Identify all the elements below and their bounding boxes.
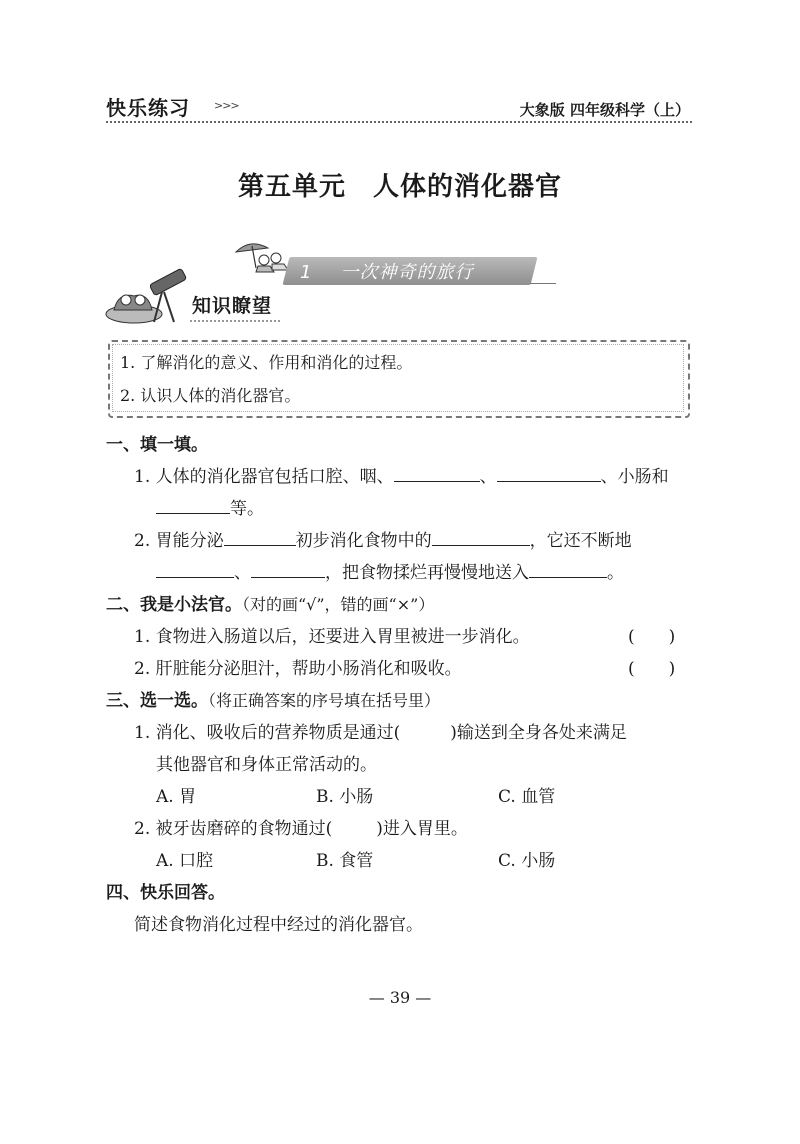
question-text: 、: [479, 467, 497, 487]
question-1-1-cont: [156, 494, 264, 519]
knowledge-item: 1. 了解消化的意义、作用和消化的过程。: [120, 353, 413, 372]
section-heading-text: 二、我是小法官。: [106, 595, 242, 615]
question-3-1: [134, 718, 627, 743]
answer-blank[interactable]: [156, 561, 234, 578]
question-text: 2. 被牙齿磨碎的食物通过(: [134, 819, 333, 839]
lesson-name: 一次神奇的旅行: [340, 262, 474, 283]
page-number: — 39 —: [368, 988, 432, 1007]
answer-blank[interactable]: [224, 529, 296, 546]
question-text: 、: [234, 563, 251, 583]
question-text: 1. 人体的消化器官包括口腔、咽、: [134, 467, 394, 487]
question-2-1: 1. 食物进入肠道以后，还要进入胃里被进一步消化。: [134, 627, 530, 647]
question-3-2: [134, 814, 468, 839]
question-text: 2. 胃能分泌: [134, 531, 224, 551]
question-text: 1. 消化、吸收后的营养物质是通过(: [134, 723, 401, 743]
option-b[interactable]: B. 小肠: [316, 787, 374, 807]
question-4-1: 简述食物消化过程中经过的消化器官。: [134, 915, 423, 935]
question-text: 。: [607, 563, 624, 583]
answer-blank[interactable]: [529, 561, 607, 578]
question-text: )输送到全身各处来满足: [450, 723, 627, 743]
knowledge-item: 2. 认识人体的消化器官。: [120, 386, 301, 405]
answer-paren[interactable]: ( ): [628, 659, 676, 679]
lesson-number: 1: [300, 262, 313, 283]
question-1-2-cont: [156, 558, 624, 583]
unit-title: 第五单元 人体的消化器官: [237, 172, 562, 202]
answer-blank[interactable]: [432, 529, 530, 546]
section-4-heading: 四、快乐回答。: [106, 883, 225, 903]
knowledge-section-title: 知识瞭望: [192, 295, 273, 317]
header-book-info: 大象版 四年级科学（上）: [519, 101, 690, 119]
option-b[interactable]: B. 食管: [316, 851, 374, 871]
option-c[interactable]: C. 小肠: [498, 851, 556, 871]
lesson-title: [300, 258, 530, 284]
answer-blank[interactable]: [251, 561, 325, 578]
section-3-heading: [106, 686, 440, 711]
question-text: ，它还不断地: [529, 531, 632, 551]
section-note: （对的画“√”，错的画“×”）: [242, 595, 435, 614]
question-text: )进入胃里。: [376, 819, 468, 839]
question-text: 初步消化食物中的: [295, 531, 432, 551]
question-1-1: [134, 462, 669, 487]
option-a[interactable]: A. 口腔: [156, 851, 214, 871]
section-heading-text: 三、选一选。: [106, 691, 208, 711]
knowledge-title-underline: [190, 320, 280, 322]
lesson-banner-tail: [530, 283, 556, 284]
option-c[interactable]: C. 血管: [498, 787, 556, 807]
answer-blank[interactable]: [394, 465, 480, 482]
header-series-title: 快乐练习: [106, 96, 190, 120]
answer-blank[interactable]: [156, 497, 230, 514]
question-text: 等。: [230, 499, 264, 519]
question-text: 、小肠和: [600, 467, 669, 487]
cartoon-kids-umbrella-icon: [230, 238, 294, 274]
section-note: （将正确答案的序号填在括号里）: [208, 691, 441, 710]
option-a[interactable]: A. 胃: [156, 787, 197, 807]
question-text: ，把食物揉烂再慢慢地送入: [325, 563, 529, 583]
answer-blank[interactable]: [497, 465, 601, 482]
telescope-cartoon-icon: [104, 262, 194, 326]
question-1-2: [134, 526, 632, 551]
question-3-1-cont: 其他器官和身体正常活动的。: [156, 755, 377, 775]
header-arrows: >>>: [214, 99, 239, 112]
section-1-heading: 一、填一填。: [106, 435, 208, 455]
answer-paren[interactable]: ( ): [628, 627, 676, 647]
header-divider: [106, 121, 692, 123]
question-2-2: 2. 肝脏能分泌胆汁，帮助小肠消化和吸收。: [134, 659, 462, 679]
section-2-heading: [106, 590, 434, 615]
